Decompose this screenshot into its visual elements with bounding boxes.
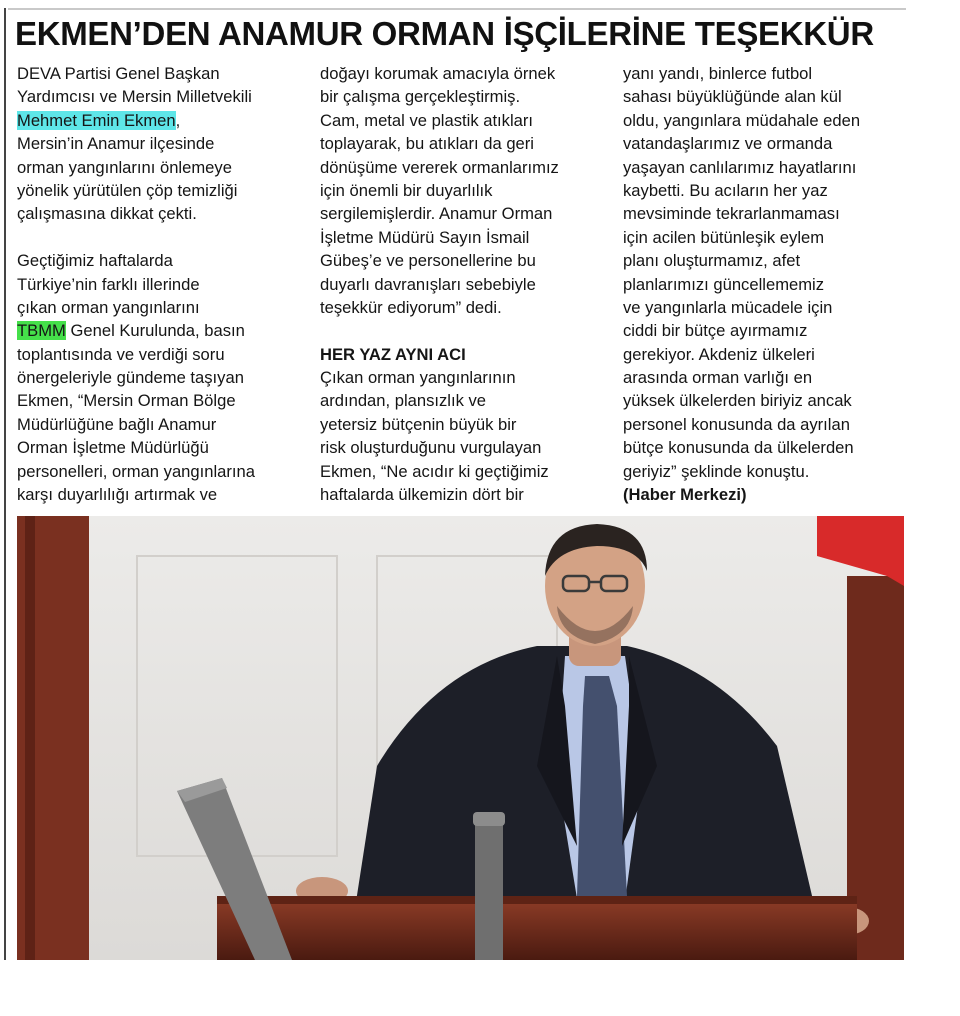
text-line: çıkan orman yangınlarını bbox=[17, 297, 200, 317]
tbmm-highlight: TBMM bbox=[17, 321, 66, 341]
text-line: personel konusunda da ayrılan bbox=[623, 414, 850, 434]
text-line: ciddi bir bütçe ayırmamız bbox=[623, 321, 808, 341]
text-line: planlarımızı güncellememiz bbox=[623, 274, 825, 294]
speaker-photo bbox=[17, 516, 904, 960]
text-line: bütçe konusunda da ülkelerden bbox=[623, 438, 854, 458]
text-line: geriyiz” şeklinde konuştu. bbox=[623, 461, 810, 481]
article-column-2 bbox=[320, 62, 612, 506]
text-line: Orman İşletme Müdürlüğü bbox=[17, 438, 209, 458]
text-line: yaşayan canlılarımız hayatlarını bbox=[623, 157, 857, 177]
text-line: personelleri, orman yangınlarına bbox=[17, 461, 255, 481]
text-line: Geçtiğimiz haftalarda bbox=[17, 251, 173, 271]
text-line: Çıkan orman yangınlarının bbox=[320, 368, 516, 388]
text-line: doğayı korumak amacıyla örnek bbox=[320, 64, 556, 83]
podium bbox=[217, 901, 857, 960]
article-byline: (Haber Merkezi) bbox=[623, 485, 747, 505]
text-fragment: Genel Kurulunda, basın bbox=[65, 321, 245, 341]
text-line: yanı yandı, binlerce futbol bbox=[623, 64, 813, 83]
text-line: Yardımcısı ve Mersin Milletvekili bbox=[17, 87, 252, 107]
text-line: Türkiye’nin farklı illerinde bbox=[17, 274, 200, 294]
page-top-rule bbox=[8, 8, 906, 10]
text-line: Mehmet Emin Ekmen, bbox=[17, 110, 181, 130]
text-line: Ekmen, “Mersin Orman Bölge bbox=[17, 391, 236, 411]
text-line: ardından, plansızlık ve bbox=[320, 391, 487, 411]
text-line: Ekmen, “Ne acıdır ki geçtiğimiz bbox=[320, 461, 549, 481]
text-line: oldu, yangınlara müdahale eden bbox=[623, 110, 861, 130]
text-line: için önemli bir duyarlılık bbox=[320, 180, 493, 200]
text-line: Mersin’in Anamur ilçesinde bbox=[17, 134, 215, 154]
text-line: toplayarak, bu atıkları da geri bbox=[320, 134, 534, 154]
text-line: Gübeş’e ve personellerine bu bbox=[320, 251, 536, 271]
text-line: çalışmasına dikkat çekti. bbox=[17, 204, 197, 224]
article-column-3 bbox=[623, 62, 915, 506]
text-line: haftalarda ülkemizin dört bir bbox=[320, 485, 524, 505]
text-line: yönelik yürütülen çöp temizliği bbox=[17, 180, 238, 200]
text-line: mevsiminde tekrarlanmaması bbox=[623, 204, 840, 224]
text-line: sahası büyüklüğünde alan kül bbox=[623, 87, 842, 107]
text-line: yetersiz bütçenin büyük bir bbox=[320, 414, 517, 434]
article-column-1 bbox=[17, 62, 307, 506]
text-line: duyarlı davranışları sebebiyle bbox=[320, 274, 536, 294]
text-line: toplantısında ve verdiği soru bbox=[17, 344, 225, 364]
text-line: planı oluşturmamız, afet bbox=[623, 251, 801, 271]
paragraph-gap bbox=[320, 319, 612, 342]
text-line: karşı duyarlılığı artırmak ve bbox=[17, 485, 218, 505]
text-line: DEVA Partisi Genel Başkan bbox=[17, 64, 220, 83]
page-left-rule bbox=[4, 8, 6, 960]
text-line: için acilen bütünleşik eylem bbox=[623, 227, 825, 247]
text-line: risk oluşturduğunu vurgulayan bbox=[320, 438, 542, 458]
text-line: önergeleriyle gündeme taşıyan bbox=[17, 368, 244, 388]
text-line: vatandaşlarımız ve ormanda bbox=[623, 134, 833, 154]
section-subhead: HER YAZ AYNI ACI bbox=[320, 344, 466, 364]
text-line bbox=[17, 319, 307, 342]
text-line: orman yangınlarını önlemeye bbox=[17, 157, 232, 177]
article-headline: EKMEN’DEN ANAMUR ORMAN İŞÇİLERİNE TEŞEKKÜR bbox=[15, 15, 874, 52]
text-line: Müdürlüğüne bağlı Anamur bbox=[17, 414, 217, 434]
text-line: arasında orman varlığı en bbox=[623, 368, 813, 388]
text-line: sergilemişlerdir. Anamur Orman bbox=[320, 204, 553, 224]
person-name-highlight: Mehmet Emin Ekmen bbox=[17, 110, 176, 130]
paragraph-gap bbox=[17, 226, 307, 249]
text-line: ve yangınlarla mücadele için bbox=[623, 297, 833, 317]
text-line: Cam, metal ve plastik atıkları bbox=[320, 110, 534, 130]
text-line: gerekiyor. Akdeniz ülkeleri bbox=[623, 344, 815, 364]
text-line: dönüşüme vererek ormanlarımız bbox=[320, 157, 559, 177]
text-line: bir çalışma gerçekleştirmiş. bbox=[320, 87, 521, 107]
text-line: yüksek ülkelerden biriyiz ancak bbox=[623, 391, 852, 411]
text-line: teşekkür ediyorum” dedi. bbox=[320, 297, 502, 317]
text-line: kaybetti. Bu acıların her yaz bbox=[623, 180, 828, 200]
text-line: İşletme Müdürü Sayın İsmail bbox=[320, 227, 530, 247]
